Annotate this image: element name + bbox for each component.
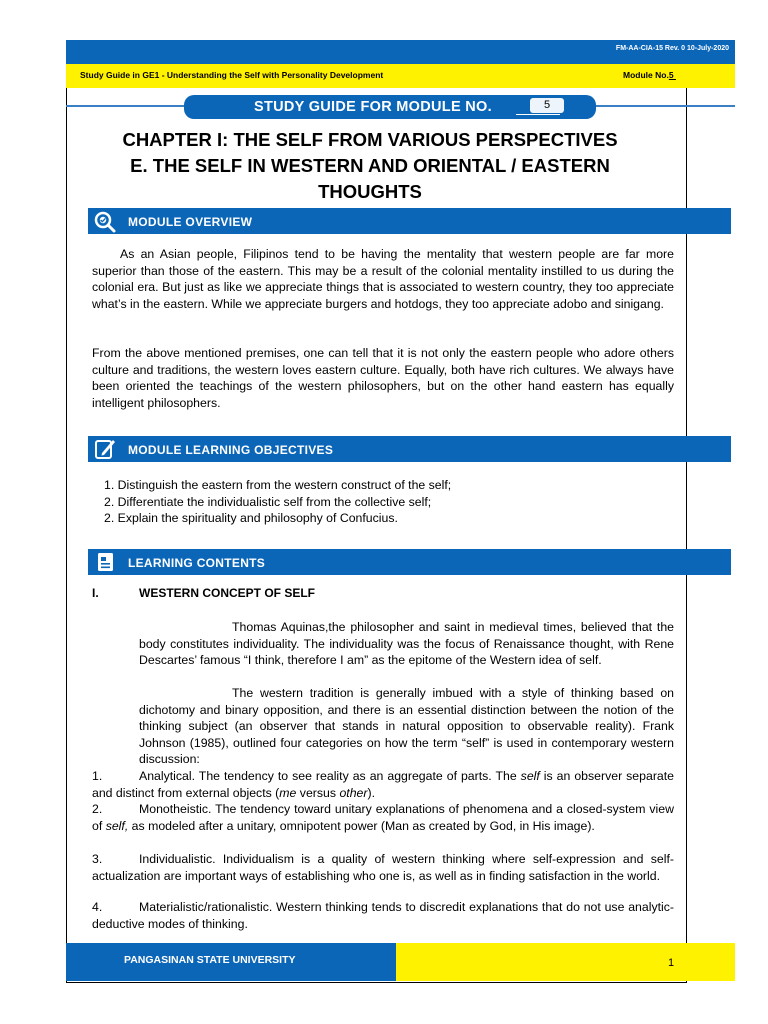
- category-item-1: [92, 768, 674, 801]
- item-number: 4.: [92, 900, 103, 914]
- objectives-list: [104, 477, 451, 527]
- item-text: versus: [296, 785, 340, 800]
- footer-page: [396, 943, 735, 981]
- footer-university: [66, 943, 396, 981]
- contents-paragraph-1: Thomas Aquinas,the philosopher and saint in medieval times, believed that the body constitutes individuality. The individuality was the focus of Renaissance thought, with Rene Descartes’ famous “I think, therefore I am” as the epitome of the Western idea of self.: [139, 620, 674, 667]
- chapter-title: [80, 127, 660, 205]
- pill-number-underline: [516, 114, 560, 115]
- category-item-3: [92, 851, 674, 884]
- module-label: Module No.: [623, 70, 669, 80]
- item-italic: other: [339, 785, 368, 800]
- chapter-line-1: CHAPTER I: THE SELF FROM VARIOUS PERSPECTIVES: [122, 129, 618, 150]
- learning-contents-header: [88, 549, 731, 575]
- module-title-pill: [184, 95, 596, 119]
- category-item-4: [92, 899, 674, 932]
- module-overview-title: MODULE OVERVIEW: [128, 215, 253, 229]
- overview-paragraph-1: As an Asian people, Filipinos tend to be having the mentality that western people are far more superior than those of the eastern. This may be a result of the colonial mentality instilled to us during the colonial era. But just as like we appreciate things that is associated to western country, they too appreciate what’s in the eastern. While we appreciate burgers and hotdogs, they too appreciate adobo and sinigang.: [92, 247, 674, 311]
- objective-item: 2. Differentiate the individualistic self from the collective self;: [104, 494, 432, 509]
- document-icon: [92, 549, 118, 575]
- divider-right: [590, 105, 735, 107]
- contents-paragraph-2: The western tradition is generally imbued with a style of thinking based on dichotomy and binary opposition, and there is an essential distinction between the notion of the thinking subject (an observer that stands in natural opposition to observable reality). Frank Johnson (1985), outlined four categories on how the term “self” is used in contemporary western discussion:: [139, 686, 674, 766]
- learning-contents-title: LEARNING CONTENTS: [128, 556, 266, 570]
- pill-label: STUDY GUIDE FOR MODULE NO.: [254, 99, 492, 115]
- item-text: as modeled after a unitary, omnipotent power (Man as created by God, in His image).: [128, 818, 595, 833]
- divider-left: [66, 105, 190, 107]
- item-text: Individualistic. Individualism is a quality of western thinking where self-expression and self-actualization are important ways of establishing who one is, as well as in finding satisfaction in the world.: [92, 852, 674, 883]
- section-title: WESTERN CONCEPT OF SELF: [139, 586, 316, 600]
- study-guide-title: Study Guide in GE1 - Understanding the Self with Personality Development: [80, 70, 384, 80]
- item-text: Analytical. The tendency to see reality as an aggregate of parts. The: [139, 769, 521, 783]
- module-number-label: [623, 70, 676, 80]
- chapter-line-2: E. THE SELF IN WESTERN AND ORIENTAL / EASTERN: [130, 155, 610, 176]
- item-text: ).: [367, 785, 375, 800]
- university-name: PANGASINAN STATE UNIVERSITY: [124, 954, 296, 966]
- item-italic: self,: [105, 818, 129, 833]
- form-code: FM-AA-CIA-15 Rev. 0 10-July-2020: [615, 45, 729, 52]
- form-code-bar: [66, 40, 735, 64]
- learning-objectives-title: MODULE LEARNING OBJECTIVES: [128, 443, 334, 457]
- item-number: 2.: [92, 802, 103, 816]
- overview-paragraph-2: From the above mentioned premises, one can tell that it is not only the eastern people who adore others culture and traditions, the western loves eastern culture. Equally, both have rich cultures. We always have been oriented the teachings of the western philosophers, but on the other hand eastern has equally intelligent philosophers.: [92, 346, 674, 410]
- page-number: 1: [668, 957, 675, 969]
- section-number: I.: [92, 586, 99, 600]
- objective-item: 2. Explain the spirituality and philosophy of Confucius.: [104, 511, 398, 525]
- chapter-line-3: THOUGHTS: [318, 181, 422, 202]
- item-text: is an observer separate and distinct from external objects (: [92, 769, 675, 800]
- section-heading: [92, 586, 316, 600]
- pill-number: 5: [530, 98, 564, 113]
- item-number: 3.: [92, 852, 103, 866]
- item-italic: self: [520, 769, 540, 783]
- item-text: Materialistic/rationalistic. Western thinking tends to discredit explanations that do not use analytic-deductive modes of thinking.: [92, 900, 674, 931]
- study-guide-bar: [66, 64, 735, 88]
- item-italic: me: [279, 785, 297, 800]
- objective-item: 1. Distinguish the eastern from the western construct of the self;: [104, 478, 452, 492]
- module-overview-header: [88, 208, 731, 234]
- category-item-2: [92, 801, 674, 834]
- learning-objectives-header: [88, 436, 731, 462]
- module-number: 5: [668, 70, 674, 80]
- item-text: Monotheistic. The tendency toward unitary explanations of phenomena and a closed-system view of: [92, 802, 674, 833]
- edit-note-icon: [92, 436, 118, 462]
- magnifier-icon: [92, 208, 118, 234]
- item-number: 1.: [92, 769, 103, 783]
